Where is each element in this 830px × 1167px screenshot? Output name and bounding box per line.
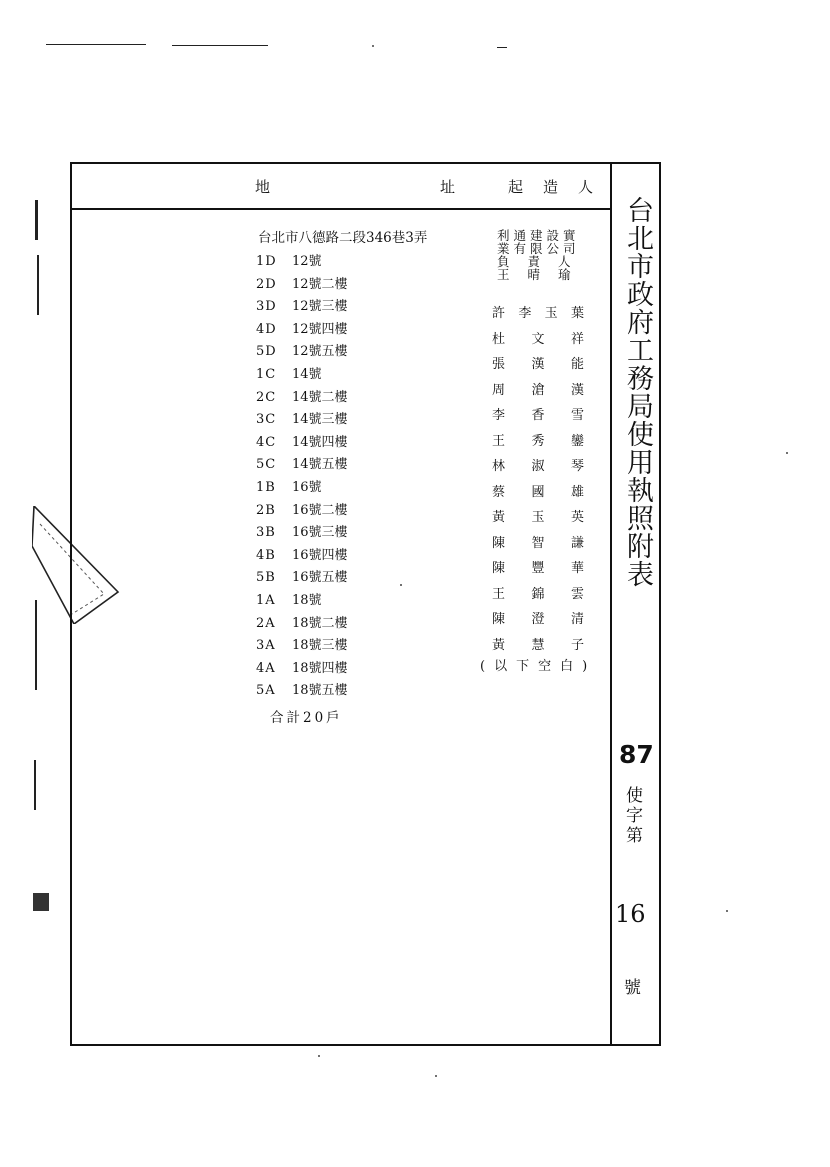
unit-code: 5B bbox=[256, 570, 276, 586]
header-address-right: 址 bbox=[440, 178, 456, 196]
unit-row bbox=[256, 408, 348, 427]
side-column-divider bbox=[610, 163, 612, 1045]
scan-speck bbox=[372, 45, 374, 47]
unit-row bbox=[256, 476, 322, 495]
unit-row bbox=[256, 634, 348, 653]
unit-code: 2B bbox=[256, 502, 276, 518]
owner-name: 陳 澄 清 bbox=[492, 612, 584, 627]
owner-name: 王 錦 雲 bbox=[492, 586, 584, 602]
unit-row bbox=[256, 679, 348, 698]
unit-address: 12號 bbox=[292, 254, 322, 269]
owner-name: 張 漢 能 bbox=[492, 357, 584, 372]
unit-address: 16號三樓 bbox=[292, 525, 348, 541]
builder-company-line-1: 利通建設實 bbox=[497, 228, 580, 243]
unit-code: 2D bbox=[256, 276, 277, 292]
permit-number: 16 bbox=[615, 900, 646, 928]
unit-row bbox=[256, 431, 348, 450]
unit-row bbox=[256, 566, 348, 585]
scan-edge-mark-1 bbox=[35, 200, 38, 240]
owner-name: 陳 智 謙 bbox=[492, 535, 584, 551]
owner-name: 許 李 玉 葉 bbox=[492, 306, 584, 321]
unit-row bbox=[256, 250, 322, 269]
unit-code: 1C bbox=[256, 367, 277, 382]
unit-code: 3C bbox=[256, 412, 277, 428]
owner-name: 王 秀 鑾 bbox=[492, 433, 584, 449]
unit-address: 18號 bbox=[292, 593, 322, 608]
unit-address: 16號四樓 bbox=[292, 547, 348, 563]
builder-company-line-2: 業有限公司 bbox=[497, 241, 580, 256]
unit-code: 3A bbox=[256, 638, 276, 654]
scan-line-top-3 bbox=[497, 47, 507, 48]
unit-code: 4B bbox=[256, 547, 276, 563]
header-address-left: 地 bbox=[255, 178, 271, 196]
builder-responsible-label: 負責人 bbox=[497, 254, 589, 269]
permit-year: 87 bbox=[619, 740, 654, 769]
scan-speck bbox=[726, 910, 728, 912]
unit-code: 5D bbox=[256, 344, 277, 360]
unit-row bbox=[256, 453, 348, 472]
unit-code: 1A bbox=[256, 593, 276, 608]
unit-code: 1D bbox=[256, 254, 277, 269]
unit-address: 14號四樓 bbox=[292, 434, 348, 450]
header-builder-1: 起 bbox=[508, 178, 524, 196]
unit-code: 5A bbox=[256, 683, 276, 699]
builder-company-heading bbox=[497, 229, 597, 281]
unit-address: 16號五樓 bbox=[292, 570, 348, 586]
unit-address: 12號四樓 bbox=[292, 321, 348, 337]
unit-address: 18號三樓 bbox=[292, 638, 348, 654]
unit-address: 18號五樓 bbox=[292, 683, 348, 699]
unit-code: 3B bbox=[256, 525, 276, 541]
permit-suffix: 號 bbox=[624, 978, 641, 998]
unit-address: 18號四樓 bbox=[292, 660, 348, 676]
owner-name: 黃 慧 子 bbox=[492, 637, 584, 653]
scan-line-top-2 bbox=[172, 45, 268, 46]
unit-row bbox=[256, 273, 348, 292]
scan-edge-mark-4 bbox=[34, 760, 36, 810]
end-note: (以下空白) bbox=[480, 659, 597, 674]
unit-address: 12號五樓 bbox=[292, 344, 348, 360]
scan-line-top-1 bbox=[46, 44, 146, 45]
unit-code: 5C bbox=[256, 457, 277, 473]
unit-row bbox=[256, 657, 348, 676]
unit-code: 2C bbox=[256, 389, 277, 405]
unit-total: 合計20戶 bbox=[270, 710, 343, 726]
owner-name: 蔡 國 雄 bbox=[492, 484, 584, 500]
scan-speck bbox=[786, 452, 788, 454]
scan-edge-block bbox=[33, 893, 49, 911]
header-divider bbox=[72, 208, 610, 210]
unit-code: 2A bbox=[256, 615, 276, 631]
unit-code: 1B bbox=[256, 480, 276, 495]
permit-prefix: 使字第 bbox=[622, 786, 642, 846]
unit-address: 14號二樓 bbox=[292, 389, 348, 405]
scan-speck bbox=[400, 584, 402, 586]
unit-address: 14號三樓 bbox=[292, 412, 348, 428]
unit-address: 12號二樓 bbox=[292, 276, 348, 292]
unit-address: 12號三樓 bbox=[292, 299, 348, 315]
owner-name: 林 淑 琴 bbox=[492, 459, 584, 474]
unit-row bbox=[256, 340, 348, 359]
scan-edge-mark-2 bbox=[37, 255, 39, 315]
unit-code: 4D bbox=[256, 321, 277, 337]
unit-row bbox=[256, 544, 348, 563]
unit-row bbox=[256, 499, 348, 518]
unit-row bbox=[256, 612, 348, 631]
unit-row bbox=[256, 521, 348, 540]
owner-name: 杜 文 祥 bbox=[492, 331, 584, 347]
unit-row bbox=[256, 295, 348, 314]
unit-address: 18號二樓 bbox=[292, 615, 348, 631]
unit-address: 16號二樓 bbox=[292, 502, 348, 518]
header-builder-3: 人 bbox=[578, 178, 594, 196]
owner-name: 李 香 雪 bbox=[492, 408, 584, 423]
unit-row bbox=[256, 363, 322, 382]
unit-row bbox=[256, 386, 348, 405]
scan-speck bbox=[435, 1075, 437, 1077]
scan-speck bbox=[318, 1055, 320, 1057]
document-title: 台北市政府工務局使用執照附表 bbox=[622, 196, 653, 588]
unit-code: 3D bbox=[256, 299, 277, 315]
owner-name: 陳 豐 華 bbox=[492, 561, 584, 576]
address-heading: 台北市八德路二段346巷3弄 bbox=[258, 230, 428, 246]
unit-row bbox=[256, 589, 322, 608]
table-frame bbox=[70, 162, 661, 1046]
unit-code: 4A bbox=[256, 660, 276, 676]
unit-address: 14號五樓 bbox=[292, 457, 348, 473]
owner-name: 周 滄 漢 bbox=[492, 382, 584, 398]
unit-address: 16號 bbox=[292, 480, 322, 495]
owner-name: 黃 玉 英 bbox=[492, 510, 584, 525]
header-builder-2: 造 bbox=[543, 178, 559, 196]
unit-row bbox=[256, 318, 348, 337]
builder-responsible-name: 王晴瑜 bbox=[497, 267, 589, 282]
unit-address: 14號 bbox=[292, 367, 322, 382]
unit-code: 4C bbox=[256, 434, 277, 450]
